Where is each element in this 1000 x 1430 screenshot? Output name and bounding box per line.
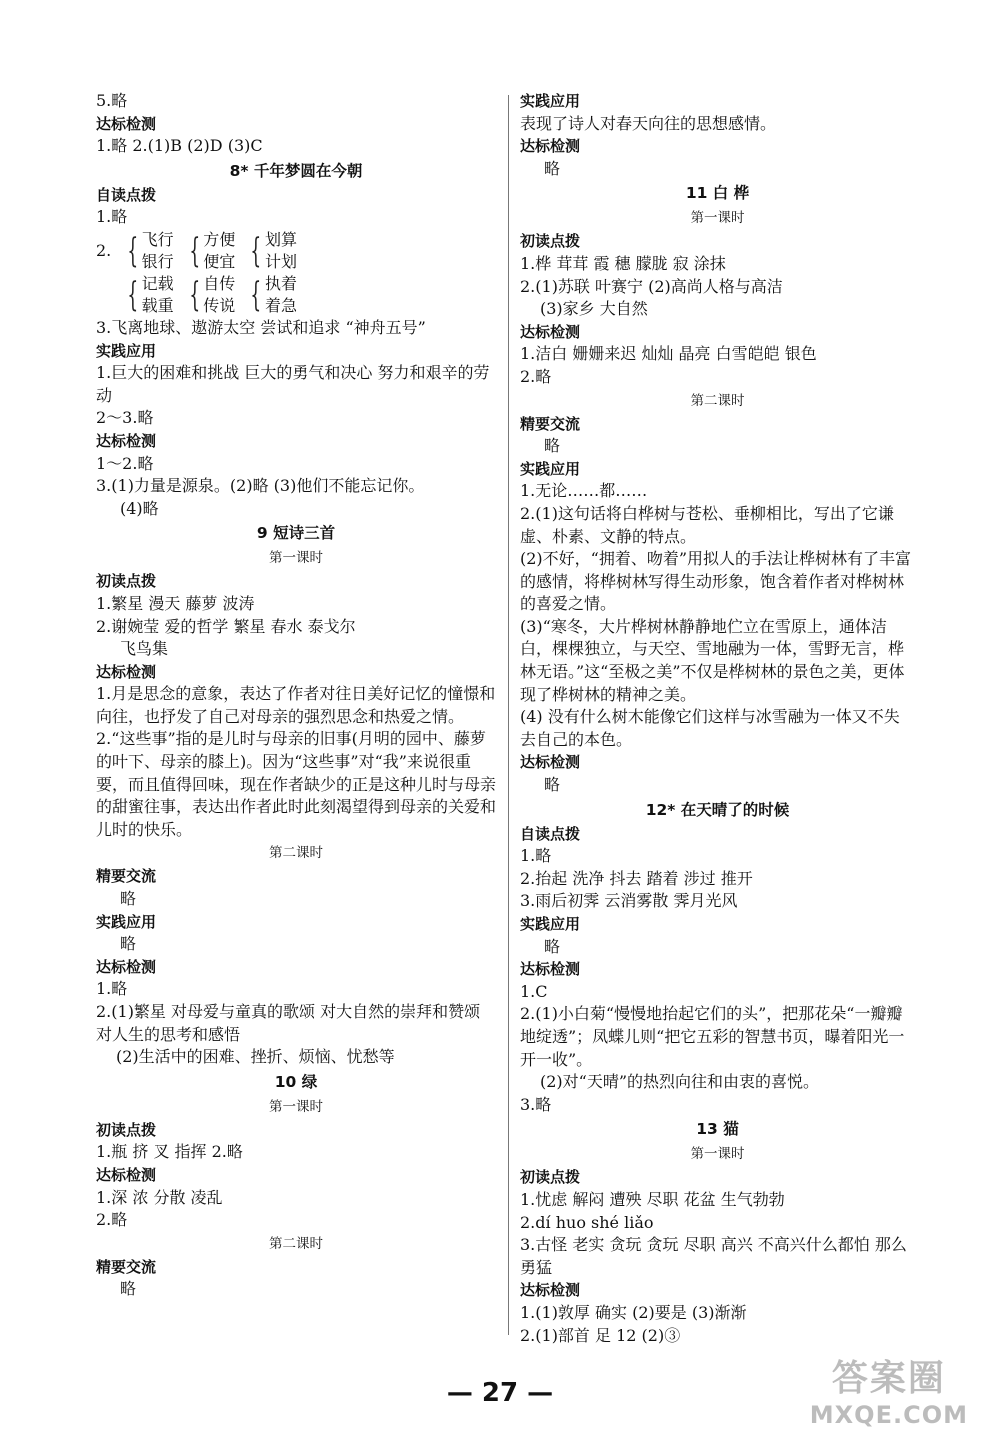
section-heading: 实践应用 xyxy=(520,915,581,933)
brace-glyph: { xyxy=(189,230,200,271)
lesson-period: 第一课时 xyxy=(690,210,745,227)
brace-word-group xyxy=(96,273,496,317)
answer-paragraph: (2)不好，“拥着、吻着”用拟人的手法让桦树林有了丰富的感情，将桦树林写得生动形象，饱含着作者对桦树林的喜爱之情。 xyxy=(520,549,912,614)
watermark-logo-text: 答案圈 xyxy=(831,1358,946,1399)
word: 自传 xyxy=(203,273,236,293)
answer-line: 飞鸟集 xyxy=(120,639,169,659)
answer-paragraph: 3.古怪 老实 贪玩 贪玩 尽职 高兴 不高兴什么都怕 那么勇猛 xyxy=(520,1235,907,1277)
answer-line: 略 xyxy=(544,158,561,178)
answer-line: 1.略 2.(1)B (2)D (3)C xyxy=(96,136,263,156)
answer-line: 3.雨后初霁 云消雾散 霁月光风 xyxy=(520,891,738,911)
answer-paragraph: 2.(1)小白菊“慢慢地抬起它们的头”，把那花朵“一瓣瓣地绽透”；凤蝶儿则“把它五彩的智慧书页，曝着阳光一开一收”。 xyxy=(520,1004,905,1069)
section-heading: 精要交流 xyxy=(520,414,581,433)
answer-line: 1.桦 茸茸 霞 穗 朦胧 寂 涂抹 xyxy=(520,253,726,273)
word: 着急 xyxy=(264,295,297,315)
answer-line: 1.略 xyxy=(520,846,552,866)
answer-line: 1.C xyxy=(520,981,548,1001)
item-number: 2. xyxy=(96,240,112,260)
section-heading: 初读点拨 xyxy=(96,1120,157,1139)
answer-line: 2.略 xyxy=(520,366,552,386)
column-divider xyxy=(508,95,509,1335)
section-heading: 达标检测 xyxy=(520,753,581,772)
section-heading: 精要交流 xyxy=(96,1257,157,1276)
answer-line: 2.谢婉莹 爱的哲学 繁星 春水 泰戈尔 xyxy=(96,616,356,636)
answer-line: 2.略 xyxy=(96,1210,128,1230)
answer-line: 1.瓶 挤 叉 指挥 2.略 xyxy=(96,1142,243,1162)
section-heading: 达标检测 xyxy=(96,1165,157,1184)
section-heading: 达标检测 xyxy=(96,957,157,976)
section-heading: 达标检测 xyxy=(96,431,157,450)
word: 传说 xyxy=(203,295,236,315)
section-heading: 达标检测 xyxy=(520,960,581,979)
answer-line: 表现了诗人对春天向往的思想感情。 xyxy=(520,113,777,133)
section-heading: 达标检测 xyxy=(96,114,157,133)
answer-line: 1.略 xyxy=(96,979,128,999)
page-number: — 27 — xyxy=(446,1378,554,1408)
lesson-title: 8* 千年梦圆在今朝 xyxy=(229,161,363,180)
answer-line: 2.抬起 洗净 抖去 踏着 涉过 推开 xyxy=(520,868,753,888)
section-heading: 实践应用 xyxy=(96,912,157,931)
answer-line: 略 xyxy=(120,934,137,954)
answer-paragraph: 2.(1)繁星 对母爱与童真的歌颂 对大自然的崇拜和赞颂 对人生的思考和感悟 xyxy=(96,1002,481,1044)
lesson-period: 第二课时 xyxy=(269,1235,323,1252)
section-heading: 实践应用 xyxy=(520,92,581,110)
lesson-title: 13 猫 xyxy=(696,1120,739,1139)
answer-paragraph: 1.月是思念的意象，表达了作者对往日美好记忆的憧憬和向往，也抒发了自己对母亲的强烈思念和热爱之情。 xyxy=(96,684,496,726)
word-pair xyxy=(245,273,297,317)
brace-glyph: { xyxy=(127,274,139,315)
word-pair xyxy=(122,229,174,273)
answer-line: 3.飞离地球、遨游太空 尝试和追求 “神舟五号” xyxy=(96,317,426,337)
brace-glyph: { xyxy=(127,230,139,271)
lesson-title: 12* 在天晴了的时候 xyxy=(645,800,790,819)
answer-paragraph: 2.(1)这句话将白桦树与苍松、垂柳相比，写出了它谦虚、朴素、文静的特点。 xyxy=(520,503,894,546)
watermark xyxy=(810,1350,968,1429)
answer-line: 略 xyxy=(120,889,137,909)
answer-line: 略 xyxy=(544,936,561,956)
brace-glyph: { xyxy=(189,274,200,315)
section-heading: 达标检测 xyxy=(520,137,581,156)
answer-line: 3.(1)力量是源泉。(2)略 (3)他们不能忘记你。 xyxy=(96,476,425,496)
answer-line: 1.深 浓 分散 凌乱 xyxy=(96,1187,223,1207)
word: 记载 xyxy=(141,273,174,293)
word: 便宜 xyxy=(203,251,236,271)
answer-line: 5.略 xyxy=(96,91,128,110)
section-heading: 初读点拨 xyxy=(520,1168,581,1187)
answer-line: 2.(1)苏联 叶赛宁 (2)高尚人格与高洁 xyxy=(520,276,783,296)
answer-line: (2)对“天晴”的热烈向往和由衷的喜悦。 xyxy=(540,1072,820,1092)
answer-line: 3.略 xyxy=(520,1094,552,1114)
answer-line: 1.(1)敦厚 确实 (2)要是 (3)渐渐 xyxy=(520,1302,747,1322)
lesson-title: 11 白 桦 xyxy=(685,184,750,203)
answer-paragraph: 2.“这些事”指的是儿时与母亲的旧事(月明的园中、藤萝的叶下、母亲的膝上)。因为“这些事”对“我”来说很重要，而且值得回味，现在作者缺少的正是这种儿时与母亲的甜蜜往事，表达出作者此时此刻渴望得到母亲的关爱和儿时的快乐。 xyxy=(96,729,497,839)
section-heading: 达标检测 xyxy=(96,662,157,681)
word-pair xyxy=(245,229,297,273)
answer-line: 1.洁白 姗姗来迟 灿灿 晶亮 白雪皑皑 银色 xyxy=(520,344,817,364)
section-heading: 精要交流 xyxy=(96,867,157,886)
section-heading: 初读点拨 xyxy=(96,572,157,591)
answer-line: 1.略 xyxy=(96,207,128,227)
lesson-period: 第一课时 xyxy=(269,1098,323,1115)
section-heading: 达标检测 xyxy=(520,1281,581,1300)
word-pair xyxy=(122,273,174,317)
answer-line: 2.(1)部首 足 12 (2)③ xyxy=(520,1325,681,1345)
section-heading: 达标检测 xyxy=(520,322,581,341)
answer-line: 1～2.略 xyxy=(96,453,154,473)
left-column xyxy=(96,90,496,1301)
answer-line: (3)家乡 大自然 xyxy=(540,299,648,319)
brace-glyph: { xyxy=(250,230,262,271)
section-heading: 实践应用 xyxy=(96,341,157,360)
lesson-period: 第一课时 xyxy=(269,550,323,567)
answer-paragraph: (3)“寒冬，大片桦树林静静地伫立在雪原上，通体洁白，棵棵独立，与天空、雪地融为一体，雪野无言，桦林无语。”这“至极之美”不仅是桦树林的景色之美，更体现了桦树林的精神之美。 xyxy=(520,616,905,704)
answer-line: (4)略 xyxy=(120,498,159,518)
answer-line: 略 xyxy=(544,436,561,456)
right-column xyxy=(520,90,915,1347)
word-pair xyxy=(184,229,236,273)
answer-line: 2.dí huo shé liǎo xyxy=(520,1212,654,1232)
answer-line: 略 xyxy=(544,775,561,795)
section-heading: 初读点拨 xyxy=(520,232,581,251)
answer-line: 1.无论……都…… xyxy=(520,481,648,501)
word: 划算 xyxy=(264,229,297,249)
section-heading: 实践应用 xyxy=(520,459,581,478)
answer-paragraph: (4) 没有什么树木能像它们这样与冰雪融为一体又不失去自己的本色。 xyxy=(520,707,900,749)
answer-line: 1.繁星 漫天 藤萝 波涛 xyxy=(96,593,255,613)
answer-line: (2)生活中的困难、挫折、烦恼、忧愁等 xyxy=(116,1047,395,1067)
section-heading: 自读点拨 xyxy=(520,824,581,843)
lesson-period: 第二课时 xyxy=(269,845,323,862)
answer-line: 2～3.略 xyxy=(96,408,154,428)
word: 执着 xyxy=(264,273,297,293)
section-heading: 自读点拨 xyxy=(96,185,157,204)
word-pair xyxy=(184,273,236,317)
brace-glyph: { xyxy=(250,274,262,315)
word: 载重 xyxy=(141,295,174,315)
lesson-title: 10 绿 xyxy=(274,1072,318,1091)
answer-paragraph: 1.巨大的困难和挑战 巨大的勇气和决心 努力和艰辛的劳动 xyxy=(96,363,490,405)
word: 计划 xyxy=(264,251,297,271)
lesson-period: 第二课时 xyxy=(690,392,745,409)
brace-word-group xyxy=(96,229,496,273)
watermark-url: MXQE.COM xyxy=(809,1401,968,1429)
word: 方便 xyxy=(203,229,236,249)
lesson-title: 9 短诗三首 xyxy=(256,524,336,543)
word: 银行 xyxy=(141,251,174,271)
word: 飞行 xyxy=(141,229,174,249)
answer-line: 略 xyxy=(120,1279,137,1299)
lesson-period: 第一课时 xyxy=(690,1146,745,1163)
answer-line: 1.忧虑 解闷 遭殃 尽职 花盆 生气勃勃 xyxy=(520,1189,785,1209)
